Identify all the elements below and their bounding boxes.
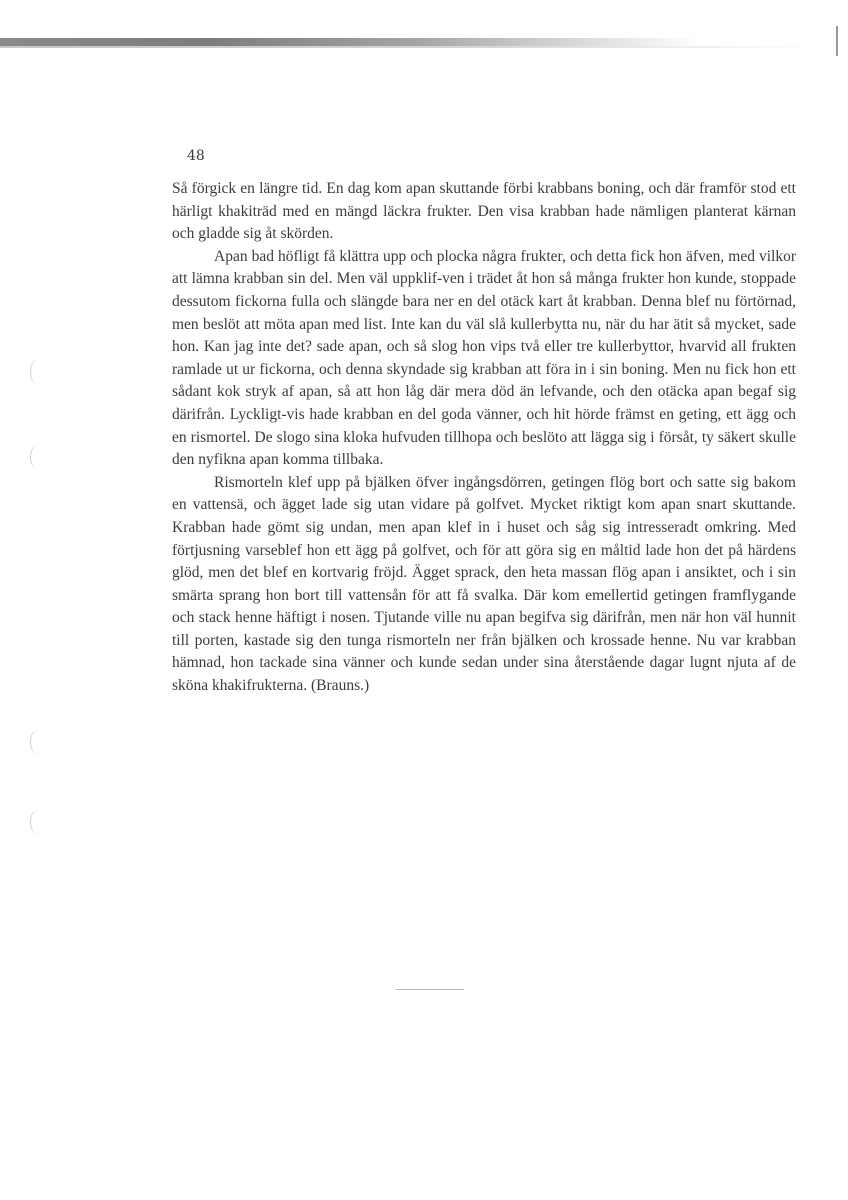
paragraph-1: Så förgick en längre tid. En dag kom apan skuttande förbi krabbans boning, och där framför stod ett härligt khakiträd med en mängd läckra frukter. Den visa krabban hade nämligen planterat kärnan och gladde sig åt skörden.	[172, 180, 796, 243]
page-number: 48	[187, 148, 205, 164]
scan-corner-mark	[836, 26, 838, 56]
end-rule	[396, 989, 464, 990]
scan-edge-line	[0, 46, 820, 48]
binding-hole-mark	[30, 730, 45, 754]
scan-edge-shadow	[0, 38, 700, 46]
binding-hole-mark	[30, 360, 45, 384]
body-text	[172, 178, 796, 698]
paragraph-3: Rismorteln klef upp på bjälken öfver ingångsdörren, getingen flög bort och satte sig bakom en vattensä, och ägget lade sig utan vidare på golfvet. Mycket riktigt kom apan snart skuttande. Krabban hade gömt sig undan, men apan klef in i huset och såg sig intresseradt omkring. Med förtjusning varseblef hon ett ägg på golfvet, och för att göra sig en måltid lade hon det på härdens glöd, men det blef en kortvarig fröjd. Ägget sprack, den heta massan flög apan i ansiktet, och i sin smärta sprang hon bort till vattensån för att få svalka. Där kom emellertid getingen framflygande och stack henne häftigt i nosen. Tjutande ville nu apan begifva sig därifrån, men när hon väl hunnit till porten, kastade sig den tunga rismorteln ner från bjälken och krossade henne. Nu var krabban hämnad, hon tackade sina vänner och kunde sedan under sina återstående dagar lugnt njuta af de sköna khakifrukterna. (Brauns.)	[172, 473, 796, 695]
binding-hole-mark	[30, 810, 45, 834]
paragraph-2: Apan bad höfligt få klättra upp och plocka några frukter, och detta fick hon äfven, med vilkor att lämna krabban sin del. Men väl uppklif-ven i trädet åt hon så många frukter hon kunde, stoppade dessutom fickorna fulla och slängde bara ner en del otäck kart åt krabban. Denna blef nu förtörnad, men beslöt att möta apan med list. Inte kan du väl slå kullerbytta nu, när du har ätit så mycket, sade hon. Kan jag inte det? sade apan, och så slog hon vips två eller tre kullerbyttor, hvarvid all frukten ramlade ut ur fickorna, och denna skyndade sig krabban att föra in i sin boning. Men nu fick hon ett sådant kok stryk af apan, så att hon låg där mera död än lefvande, och den otäcka apan begaf sig därifrån. Lyckligt-vis hade krabban en del goda vänner, och hit hörde främst en geting, ett ägg och en rismortel. De slogo sina kloka hufvuden tillhopa och beslöto att lägga sig i försåt, ty säkert skulle den nyfikna apan komma tillbaka.	[172, 247, 796, 469]
binding-hole-mark	[30, 445, 45, 469]
